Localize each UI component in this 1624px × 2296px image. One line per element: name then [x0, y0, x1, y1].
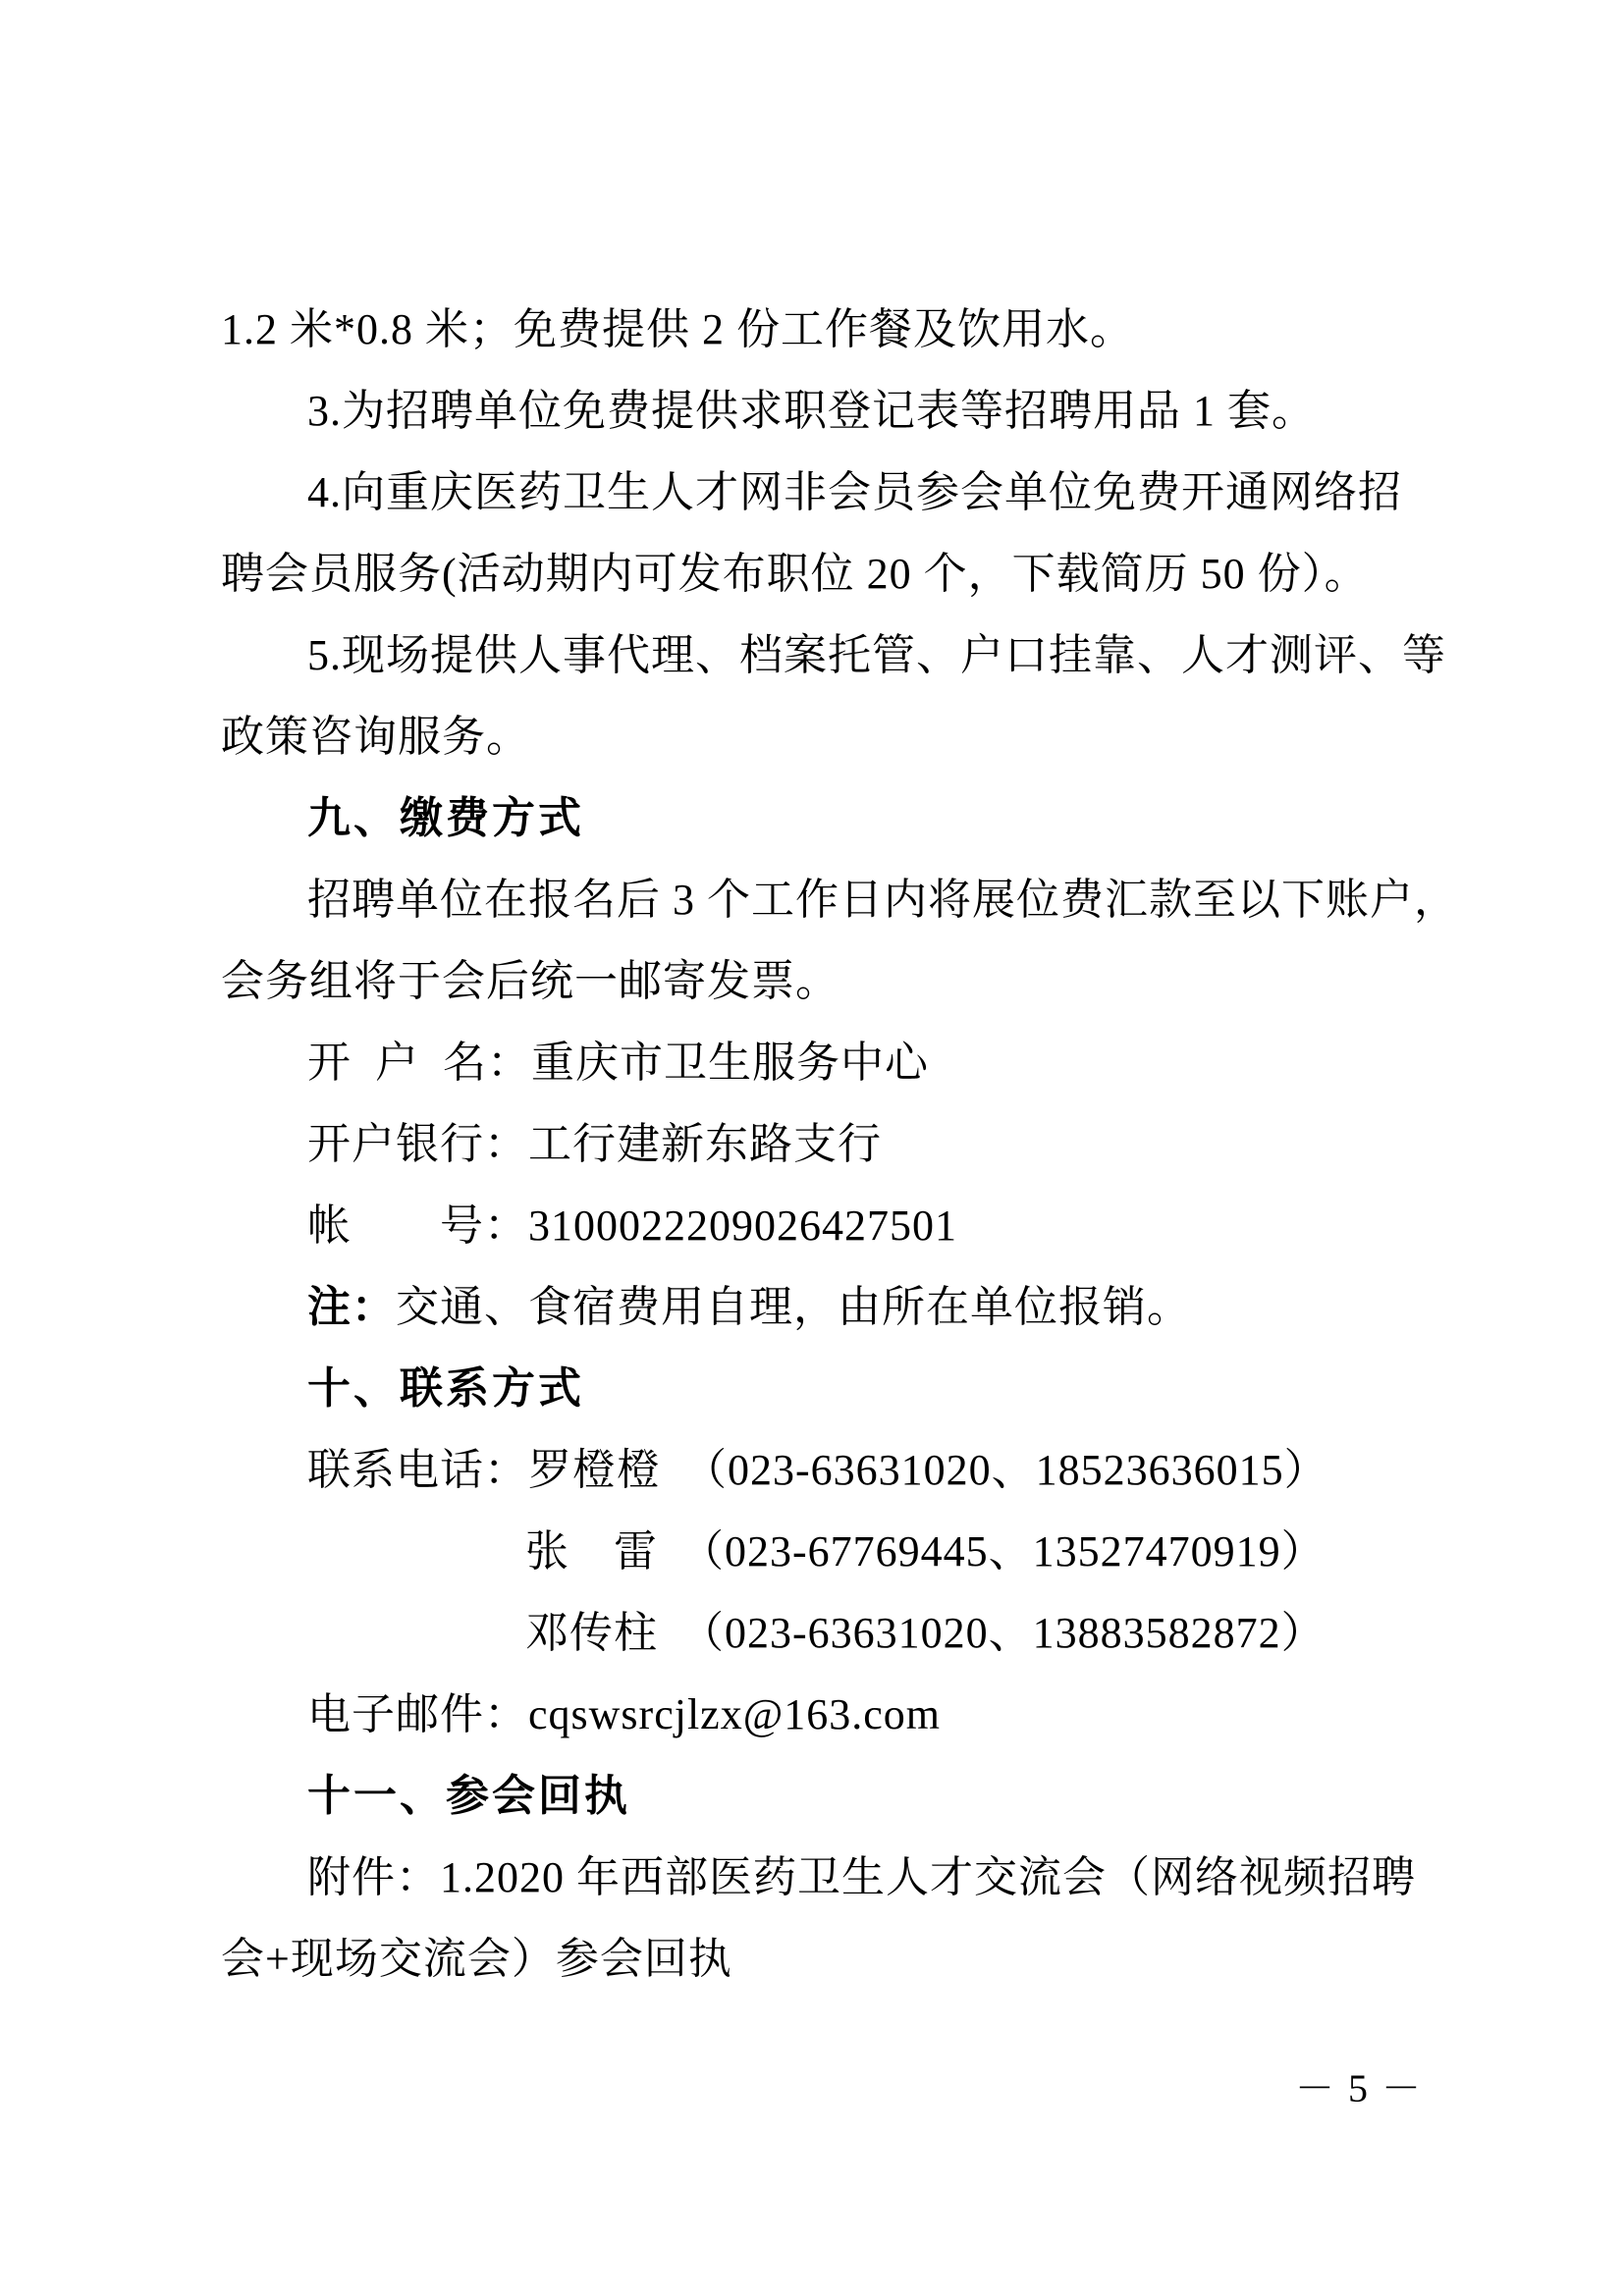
line-item4-a: 4.向重庆医药卫生人才网非会员参会单位免费开通网络招 [307, 468, 1402, 516]
line-payment-b: 会务组将于会后统一邮寄发票。 [221, 957, 839, 1005]
line-email: 电子邮件：cqswsrcjlzx@163.com [307, 1690, 941, 1738]
line-contact-phone-3: 邓传柱 （023-63631020、13883582872） [525, 1609, 1326, 1657]
line-item3: 3.为招聘单位免费提供求职登记表等招聘用品 1 套。 [307, 387, 1316, 435]
line-account-number: 帐 号：3100022209026427501 [307, 1201, 957, 1250]
line-bank-branch: 开户银行：工行建新东路支行 [307, 1120, 882, 1168]
heading-section-9-payment: 九、缴费方式 [307, 794, 584, 842]
line-booth-size: 1.2 米*0.8 米；免费提供 2 份工作餐及饮用水。 [221, 305, 1134, 353]
heading-section-10-contact: 十、联系方式 [307, 1364, 584, 1413]
line-attachment-b: 会+现场交流会）参会回执 [221, 1935, 732, 1983]
line-item4-b: 聘会员服务(活动期内可发布职位 20 个，下载简历 50 份）。 [221, 550, 1369, 598]
line-contact-phone-1: 联系电话：罗橙橙 （023-63631020、18523636015） [307, 1446, 1328, 1494]
line-attachment-a: 附件：1.2020 年西部医药卫生人才交流会（网络视频招聘 [307, 1853, 1416, 1901]
note-text: 交通、食宿费用自理，由所在单位报销。 [396, 1283, 1191, 1331]
note-label: 注： [307, 1283, 396, 1331]
heading-section-11-receipt: 十一、参会回执 [307, 1772, 630, 1820]
line-contact-phone-2: 张 雷 （023-67769445、13527470919） [525, 1527, 1326, 1575]
line-account-name: 开 户 名：重庆市卫生服务中心 [307, 1039, 929, 1087]
line-payment-a: 招聘单位在报名后 3 个工作日内将展位费汇款至以下账户， [307, 876, 1458, 924]
document-body [221, 289, 1458, 2000]
line-item5-b: 政策咨询服务。 [221, 713, 530, 761]
line-item5-a: 5.现场提供人事代理、档案托管、户口挂靠、人才测评、等 [307, 631, 1446, 679]
page-number: － 5 － [1295, 2066, 1423, 2110]
line-note [221, 1266, 1429, 1348]
